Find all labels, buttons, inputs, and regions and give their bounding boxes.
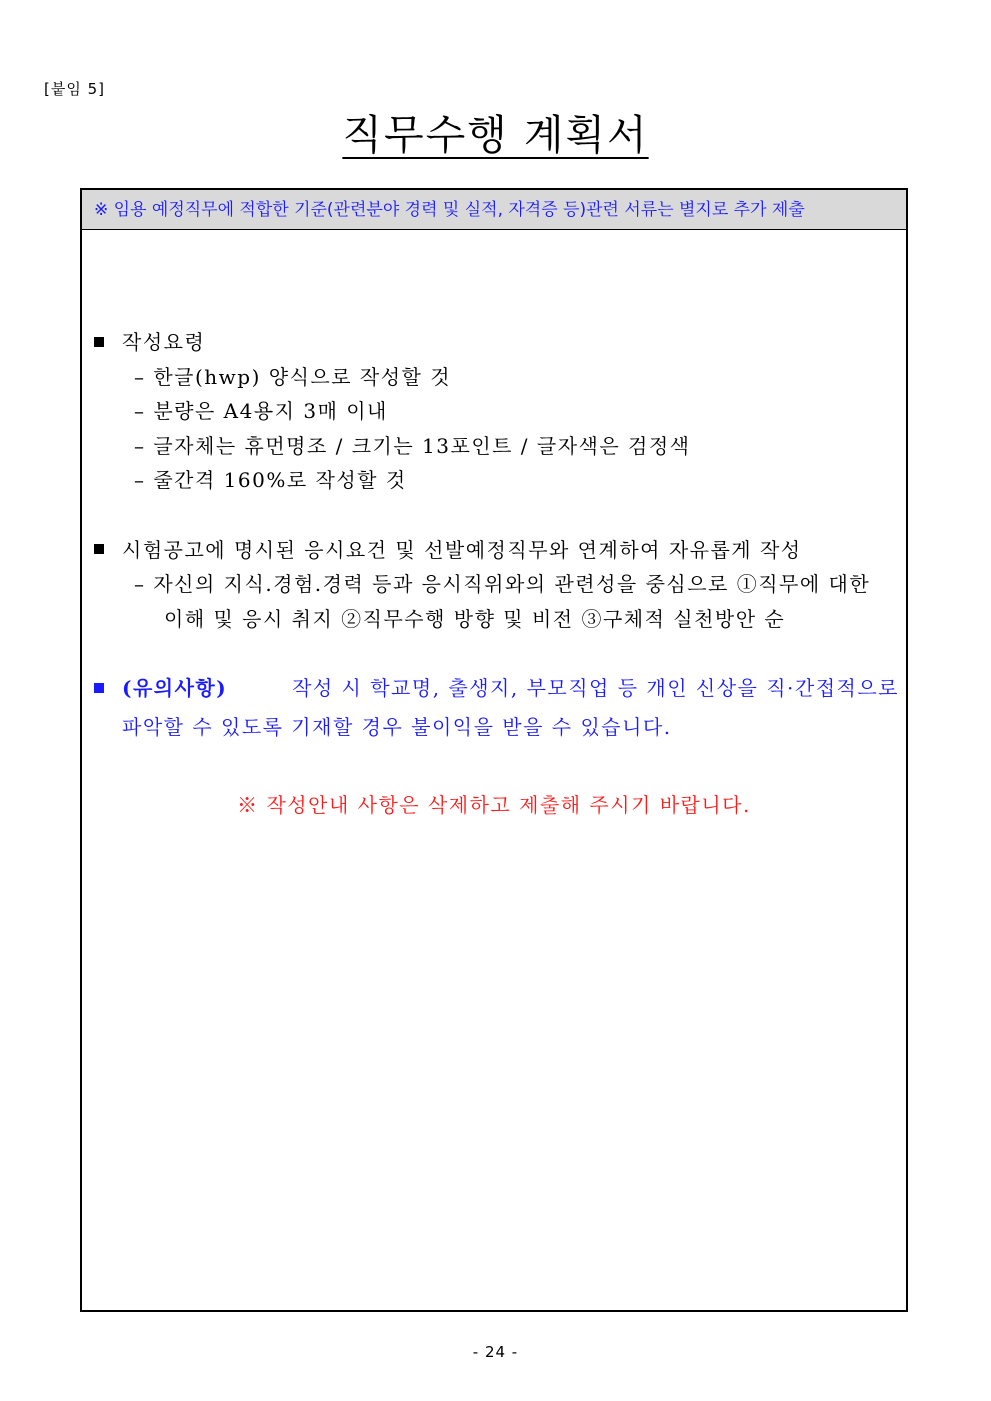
guideline-item: – 한글(hwp) 양식으로 작성할 것 bbox=[134, 365, 452, 389]
caution-heading: (유의사항) bbox=[122, 676, 228, 700]
guideline-item: – 글자체는 휴먼명조 / 크기는 13포인트 / 글자색은 검정색 bbox=[134, 434, 691, 458]
content-section-item-line2: 이해 및 응시 취지 ②직무수행 방향 및 비전 ③구체적 실천방안 순 bbox=[164, 607, 786, 631]
document-title-text: 직무수행 계획서 bbox=[342, 111, 649, 159]
content-section-item-line1 bbox=[134, 568, 899, 597]
plan-frame bbox=[80, 188, 908, 1312]
caution-line2: 파악할 수 있도록 기재할 경우 불이익을 받을 수 있습니다. bbox=[122, 715, 672, 739]
content-section-item-text: – 자신의 지식.경험.경력 등과 응시직위와의 관련성을 중심으로 ①직무에 대한 bbox=[134, 572, 871, 596]
guidelines-heading: 작성요령 bbox=[122, 330, 206, 354]
content-area bbox=[82, 190, 906, 1310]
attachment-label: [붙임 5] bbox=[44, 80, 105, 98]
guideline-item: – 분량은 A4용지 3매 이내 bbox=[134, 399, 388, 423]
square-bullet-icon bbox=[94, 337, 104, 347]
guideline-item: – 줄간격 160%로 작성할 것 bbox=[134, 468, 407, 492]
square-bullet-icon bbox=[94, 683, 104, 693]
caution-line1-text: 작성 시 학교명, 출생지, 부모직업 등 개인 신상을 직·간접적으로 bbox=[292, 676, 899, 700]
caution-line1 bbox=[122, 672, 899, 701]
closing-note: ※ 작성안내 사항은 삭제하고 제출해 주시기 바랍니다. bbox=[237, 793, 751, 817]
page-number: - 24 - bbox=[472, 1343, 519, 1361]
square-bullet-icon bbox=[94, 544, 104, 554]
notice-bar: ※ 임용 예정직무에 적합한 기준(관련분야 경력 및 실적, 자격증 등)관련 서류는 별지로 추가 제출 bbox=[82, 190, 906, 230]
document-title bbox=[0, 102, 991, 161]
content-section-heading: 시험공고에 명시된 응시요건 및 선발예정직무와 연계하여 자유롭게 작성 bbox=[122, 538, 802, 562]
